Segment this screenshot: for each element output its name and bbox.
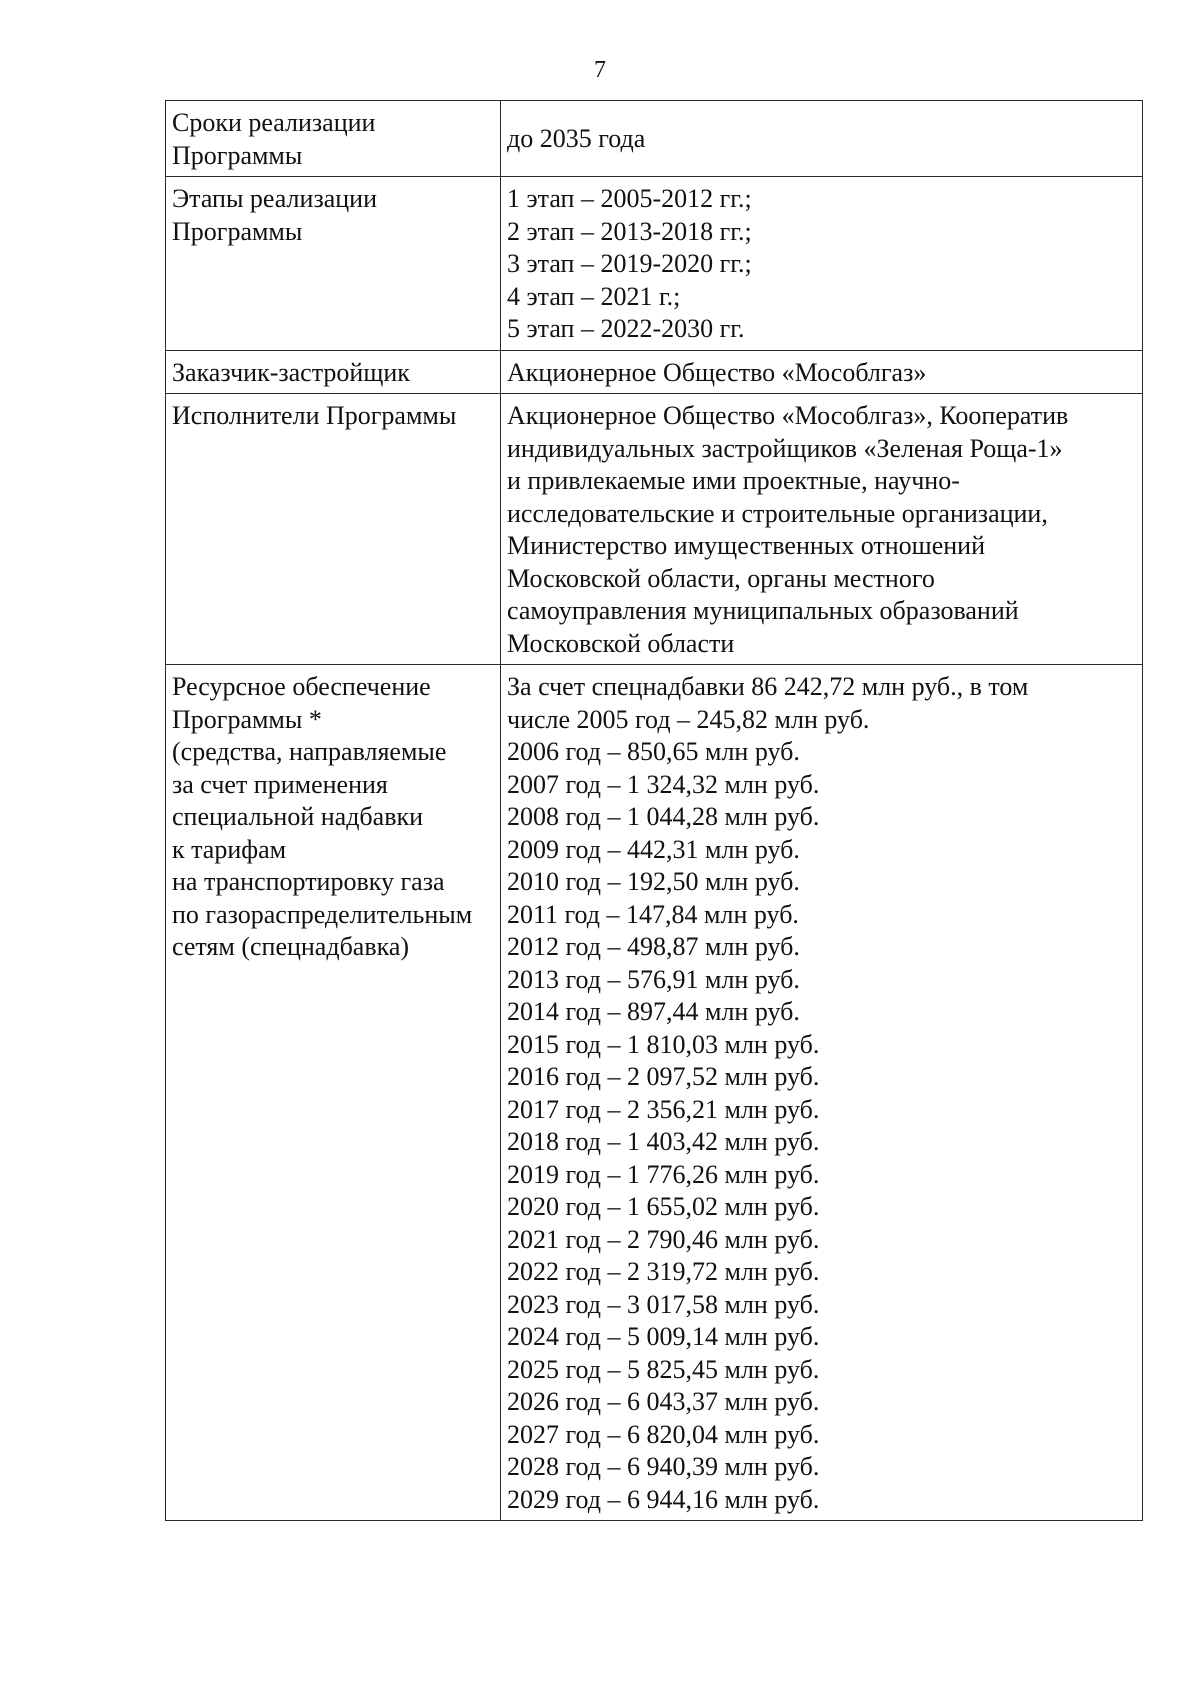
funding-year-line: 2016 год – 2 097,52 млн руб. bbox=[507, 1062, 820, 1091]
stage-item: 4 этап – 2021 г.; bbox=[507, 281, 681, 311]
funding-year-line: 2019 год – 1 776,26 млн руб. bbox=[507, 1159, 820, 1189]
funding-year-line: 2023 год – 3 017,58 млн руб. bbox=[507, 1289, 820, 1319]
stages-label-cell bbox=[166, 177, 501, 351]
funding-year-line: 2025 год – 5 825,45 млн руб. bbox=[507, 1354, 820, 1384]
executors-label-cell bbox=[166, 394, 501, 665]
funding-year-line: 2024 год – 5 009,14 млн руб. bbox=[507, 1322, 820, 1351]
executors-line: Московской области bbox=[507, 628, 735, 658]
table-row-executors bbox=[166, 394, 1143, 665]
stage-item: 3 этап – 2019-2020 гг.; bbox=[507, 249, 752, 278]
stage-item: 5 этап – 2022-2030 гг. bbox=[507, 314, 745, 343]
funding-year-line: 2026 год – 6 043,37 млн руб. bbox=[507, 1387, 820, 1416]
funding-year-line: 2029 год – 6 944,16 млн руб. bbox=[507, 1484, 820, 1514]
funding-years-list bbox=[507, 736, 1136, 1516]
funding-label-line: к тарифам bbox=[172, 834, 287, 864]
funding-label-line: по газораспределительным bbox=[172, 899, 473, 929]
funding-label-line: на транспортировку газа bbox=[172, 867, 445, 896]
funding-label-line: Ресурсное обеспечение bbox=[172, 672, 431, 701]
funding-label-line: за счет применения bbox=[172, 769, 388, 799]
funding-label-cell bbox=[166, 665, 501, 1521]
executors-label: Исполнители Программы bbox=[172, 401, 457, 430]
funding-value-cell bbox=[501, 665, 1143, 1521]
funding-intro-line: За счет спецнадбавки 86 242,72 млн руб., в том bbox=[507, 672, 1029, 701]
page-number: 7 bbox=[594, 57, 606, 83]
executors-line: самоуправления муниципальных образований bbox=[507, 596, 1019, 625]
customer-value-cell bbox=[501, 350, 1143, 394]
timeline-value: до 2035 года bbox=[507, 124, 646, 154]
funding-year-line: 2009 год – 442,31 млн руб. bbox=[507, 834, 800, 864]
stages-label-line: Этапы реализации bbox=[172, 184, 377, 213]
customer-label-cell bbox=[166, 350, 501, 394]
customer-label: Заказчик-застройщик bbox=[172, 357, 410, 387]
executors-line: Акционерное Общество «Мособлгаз», Кооператив bbox=[507, 401, 1069, 430]
funding-year-line: 2012 год – 498,87 млн руб. bbox=[507, 932, 800, 961]
table-row-customer bbox=[166, 350, 1143, 394]
funding-year-line: 2010 год – 192,50 млн руб. bbox=[507, 867, 800, 896]
funding-year-line: 2008 год – 1 044,28 млн руб. bbox=[507, 802, 820, 831]
funding-year-line: 2006 год – 850,65 млн руб. bbox=[507, 737, 800, 766]
funding-intro-line: числе 2005 год – 245,82 млн руб. bbox=[507, 704, 870, 734]
funding-label-line: сетям (спецнадбавка) bbox=[172, 932, 410, 961]
funding-year-line: 2017 год – 2 356,21 млн руб. bbox=[507, 1094, 820, 1124]
executors-line: и привлекаемые ими проектные, научно- bbox=[507, 466, 960, 495]
executors-line: Министерство имущественных отношений bbox=[507, 531, 985, 560]
table-row-funding bbox=[166, 665, 1143, 1521]
funding-year-line: 2013 год – 576,91 млн руб. bbox=[507, 964, 800, 994]
funding-year-line: 2021 год – 2 790,46 млн руб. bbox=[507, 1224, 820, 1254]
funding-year-line: 2018 год – 1 403,42 млн руб. bbox=[507, 1127, 820, 1156]
funding-label-line: Программы * bbox=[172, 704, 322, 734]
stages-label-line: Программы bbox=[172, 216, 303, 246]
timeline-value-cell bbox=[501, 101, 1143, 177]
funding-year-line: 2007 год – 1 324,32 млн руб. bbox=[507, 769, 820, 799]
stage-item: 1 этап – 2005-2012 гг.; bbox=[507, 184, 752, 213]
timeline-label-cell bbox=[166, 101, 501, 177]
timeline-label-line: Программы bbox=[172, 140, 303, 170]
funding-year-line: 2022 год – 2 319,72 млн руб. bbox=[507, 1257, 820, 1286]
funding-label-line: специальной надбавки bbox=[172, 802, 424, 831]
program-passport-table bbox=[165, 100, 1143, 1521]
funding-year-line: 2027 год – 6 820,04 млн руб. bbox=[507, 1419, 820, 1449]
funding-year-line: 2015 год – 1 810,03 млн руб. bbox=[507, 1029, 820, 1059]
stage-item: 2 этап – 2013-2018 гг.; bbox=[507, 216, 752, 246]
executors-value-cell bbox=[501, 394, 1143, 665]
executors-line: Московской области, органы местного bbox=[507, 563, 935, 593]
funding-year-line: 2028 год – 6 940,39 млн руб. bbox=[507, 1452, 820, 1481]
funding-year-line: 2014 год – 897,44 млн руб. bbox=[507, 997, 800, 1026]
timeline-label-line: Сроки реализации bbox=[172, 108, 376, 137]
stages-value-cell bbox=[501, 177, 1143, 351]
funding-year-line: 2020 год – 1 655,02 млн руб. bbox=[507, 1192, 820, 1221]
table-row-timeline bbox=[166, 101, 1143, 177]
table-row-stages bbox=[166, 177, 1143, 351]
executors-line: индивидуальных застройщиков «Зеленая Роща-1» bbox=[507, 433, 1063, 463]
funding-label-line: (средства, направляемые bbox=[172, 737, 447, 766]
customer-value: Акционерное Общество «Мособлгаз» bbox=[507, 357, 927, 387]
executors-line: исследовательские и строительные организации, bbox=[507, 498, 1048, 528]
funding-year-line: 2011 год – 147,84 млн руб. bbox=[507, 899, 799, 929]
